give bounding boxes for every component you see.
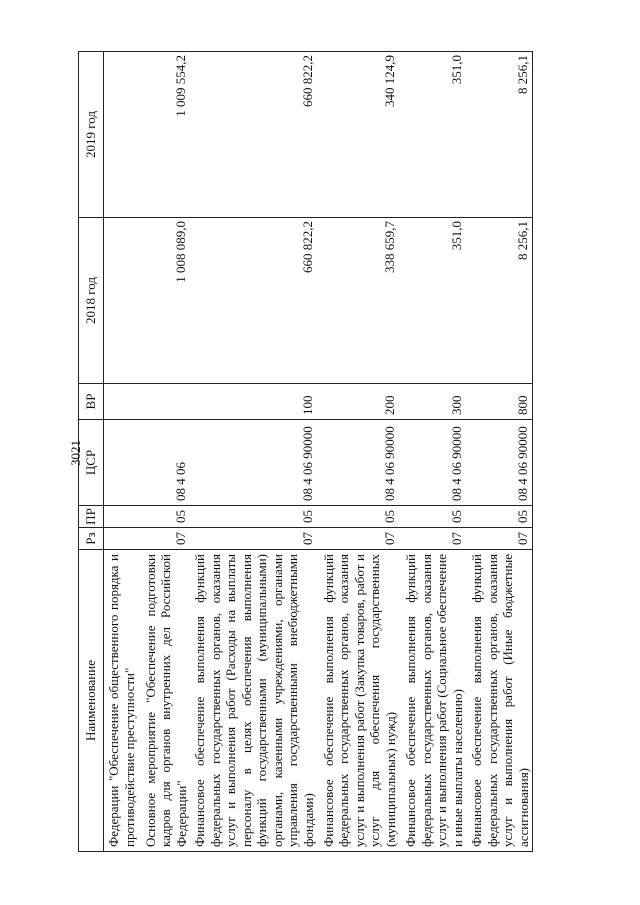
table-row [466, 52, 533, 852]
row-name: Основное мероприятие "Обеспечение подготовки кадров для органов внутренних дел Российской Федерации" [138, 550, 190, 852]
table-row [104, 52, 139, 852]
row-rz: 07 [317, 528, 399, 550]
row-vr: 100 [190, 384, 317, 420]
row-2018: 351,0 [399, 218, 466, 384]
row-vr: 800 [466, 384, 533, 420]
table-row [399, 52, 466, 852]
table-row [317, 52, 399, 852]
row-2018 [104, 218, 139, 384]
row-pr: 05 [138, 506, 190, 528]
row-pr [104, 506, 139, 528]
row-2019: 351,0 [399, 52, 466, 218]
row-csr: 08 4 06 90000 [466, 420, 533, 506]
row-2019: 340 124,9 [317, 52, 399, 218]
row-vr: 300 [399, 384, 466, 420]
row-csr [104, 420, 139, 506]
header-rz: Рз [79, 528, 104, 550]
row-rz: 07 [466, 528, 533, 550]
row-pr: 05 [399, 506, 466, 528]
header-vr: ВР [79, 384, 104, 420]
row-pr: 05 [190, 506, 317, 528]
row-csr: 08 4 06 90000 [399, 420, 466, 506]
row-rz: 07 [190, 528, 317, 550]
row-2018: 660 822,2 [190, 218, 317, 384]
header-2018: 2018 год [79, 218, 104, 384]
row-name: Финансовое обеспечение выполнения функций федеральных государственных органов, оказания услуг и выполнения работ (Расходы на выплаты персоналу в целях обеспечения выполнения функций государственными (муниципальными) органами, казенными учреждениями, органами управления государственными внебюджетными фондами) [190, 550, 317, 852]
row-2019: 1 009 554,2 [138, 52, 190, 218]
header-2019: 2019 год [79, 52, 104, 218]
row-2019: 660 822,2 [190, 52, 317, 218]
row-2018: 8 256,1 [466, 218, 533, 384]
table-row [190, 52, 317, 852]
table-row [138, 52, 190, 852]
row-2018: 1 008 089,0 [138, 218, 190, 384]
row-csr: 08 4 06 90000 [190, 420, 317, 506]
row-rz: 07 [138, 528, 190, 550]
row-csr: 08 4 06 90000 [317, 420, 399, 506]
row-2019: 8 256,1 [466, 52, 533, 218]
row-2019 [104, 52, 139, 218]
header-csr: ЦСР [79, 420, 104, 506]
row-2018: 338 659,7 [317, 218, 399, 384]
budget-table [78, 51, 533, 852]
row-pr: 05 [466, 506, 533, 528]
row-vr: 200 [317, 384, 399, 420]
row-vr [138, 384, 190, 420]
row-rz [104, 528, 139, 550]
row-rz: 07 [399, 528, 466, 550]
row-name: Федерации "Обеспечение общественного порядка и противодействие преступности" [104, 550, 139, 852]
row-name: Финансовое обеспечение выполнения функций федеральных государственных органов, оказания услуг и выполнения работ (Иные бюджетные ассигнования) [466, 550, 533, 852]
row-csr: 08 4 06 [138, 420, 190, 506]
rotated-page-content [78, 52, 593, 852]
header-name: Наименование [79, 550, 104, 852]
header-pr: ПР [79, 506, 104, 528]
row-vr [104, 384, 139, 420]
table-header-row [79, 52, 104, 852]
row-name: Финансовое обеспечение выполнения функций федеральных государственных органов, оказания услуг и выполнения работ (Социальное обеспечение и иные выплаты населению) [399, 550, 466, 852]
row-pr: 05 [317, 506, 399, 528]
row-name: Финансовое обеспечение выполнения функций федеральных государственных органов, оказания услуг и выполнения работ (Закупка товаров, работ и услуг для обеспечения государственных (муниципальных) нужд) [317, 550, 399, 852]
page-number: 3021 [68, 440, 83, 466]
